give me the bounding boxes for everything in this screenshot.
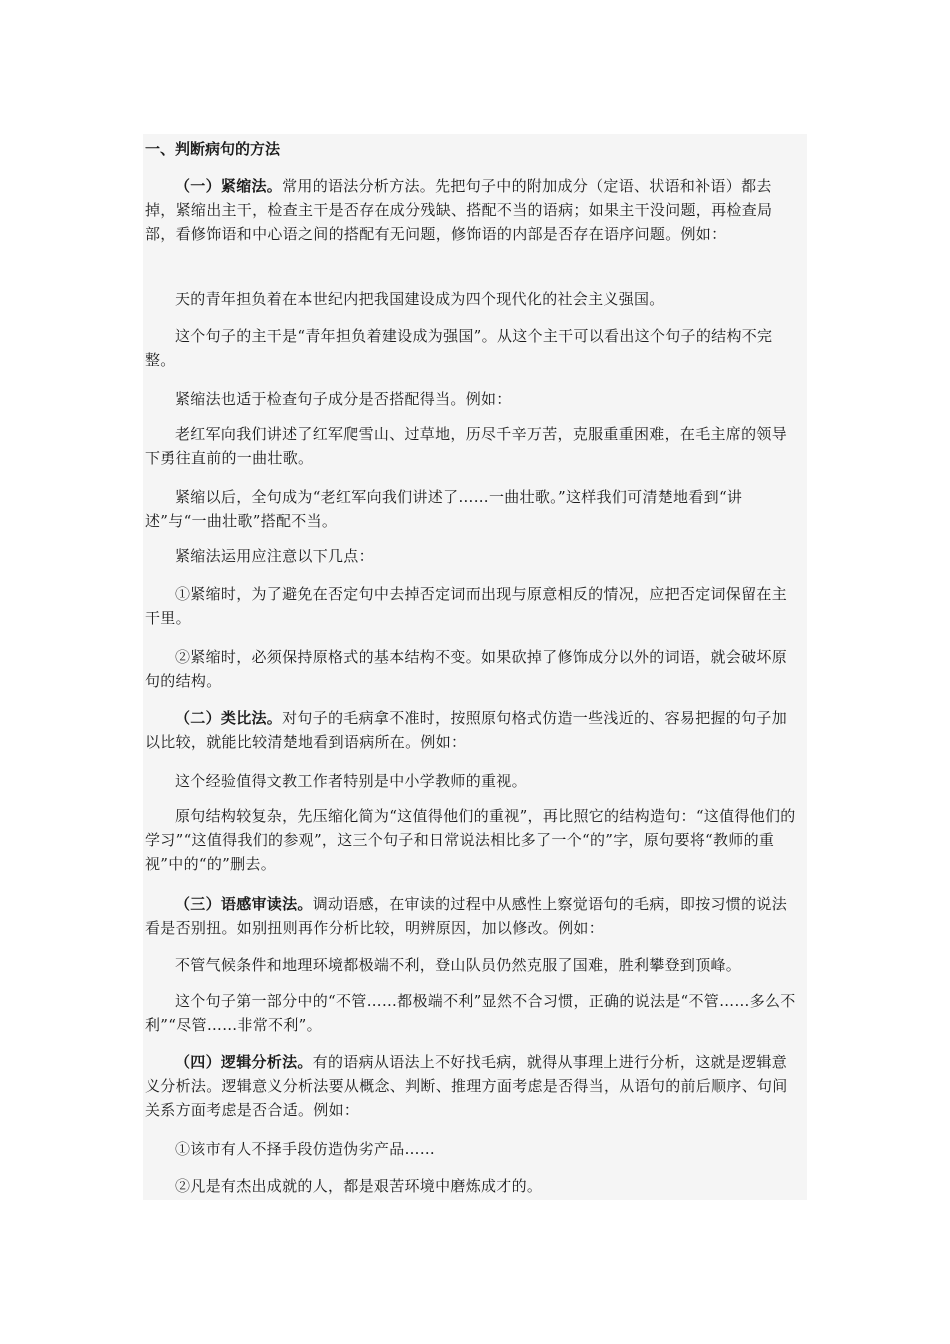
explanation-paragraph: 这个句子第一部分中的“不管……都极端不利”显然不合习惯，正确的说法是“不管……多么不利”“尽管……非常不利”。 <box>145 992 796 1034</box>
method-3-text: 调动语感，在审读的过程中从感性上察觉语句的毛病，即按习惯的说法看是否别扭。如别扭则再作分析比较，明辨原因，加以修改。例如： <box>145 895 788 937</box>
explanation-paragraph: 原句结构较复杂，先压缩化简为“这值得他们的重视”，再比照它的结构造句：“这值得他们的学习”“这值得我们的参观”，这三个句子和日常说法相比多了一个“的”字，原句要将“教师的重视”中的“的”删去。 <box>145 807 796 873</box>
document-body <box>143 134 807 1200</box>
method-4-text: 有的语病从语法上不好找毛病，就得从事理上进行分析，这就是逻辑意义分析法。逻辑意义分析法要从概念、判断、推理方面考虑是否得当，从语句的前后顺序、句间关系方面考虑是否合适。例如： <box>145 1053 788 1119</box>
method-1-paragraph <box>145 174 801 246</box>
method-3-title: （三）语感审读法。 <box>175 895 313 913</box>
note-paragraph: 紧缩法也适于检查句子成分是否搭配得当。例如： <box>175 390 512 408</box>
example-2-paragraph: ②凡是有杰出成就的人，都是艰苦环境中磨炼成才的。 <box>175 1177 543 1195</box>
point-2-paragraph: ②紧缩时，必须保持原格式的基本结构不变。如果砍掉了修饰成分以外的词语，就会破坏原句的结构。 <box>145 648 788 690</box>
method-4-title: （四）逻辑分析法。 <box>175 1053 313 1071</box>
example-paragraph: 天的青年担负着在本世纪内把我国建设成为四个现代化的社会主义强国。 <box>175 290 665 308</box>
explanation-paragraph: 紧缩以后，全句成为“老红军向我们讲述了……一曲壮歌。”这样我们可清楚地看到“讲述”与“一曲壮歌”搭配不当。 <box>145 488 743 530</box>
method-2-text: 对句子的毛病拿不准时，按照原句格式仿造一些浅近的、容易把握的句子加以比较，就能比较清楚地看到语病所在。例如： <box>145 709 788 751</box>
method-1-title: （一）紧缩法。 <box>175 177 283 195</box>
method-2-paragraph <box>145 706 801 754</box>
example-paragraph: 这个经验值得文教工作者特别是中小学教师的重视。 <box>175 772 527 790</box>
explanation-paragraph: 这个句子的主干是“青年担负着建设成为强国”。从这个主干可以看出这个句子的结构不完整。 <box>145 327 773 369</box>
example-1-paragraph: ①该市有人不择手段仿造伪劣产品…… <box>175 1140 436 1158</box>
note-paragraph: 紧缩法运用应注意以下几点： <box>175 547 374 565</box>
section-heading: 一、判断病句的方法 <box>145 140 281 158</box>
point-1-paragraph: ①紧缩时，为了避免在否定句中去掉否定词而出现与原意相反的情况，应把否定词保留在主干里。 <box>145 585 788 627</box>
example-paragraph: 老红军向我们讲述了红军爬雪山、过草地，历尽千辛万苦，克服重重困难，在毛主席的领导下勇往直前的一曲壮歌。 <box>145 425 788 467</box>
method-4-paragraph <box>145 1050 801 1122</box>
method-3-paragraph <box>145 892 801 940</box>
example-paragraph: 不管气候条件和地理环境都极端不利，登山队员仍然克服了国难，胜利攀登到顶峰。 <box>175 956 742 974</box>
method-1-text: 常用的语法分析方法。先把句子中的附加成分（定语、状语和补语）都去掉，紧缩出主干，检查主干是否存在成分残缺、搭配不当的语病；如果主干没问题，再检查局部，看修饰语和中心语之间的搭配有无问题，修饰语的内部是否存在语序问题。例如： <box>145 177 773 243</box>
method-2-title: （二）类比法。 <box>175 709 283 727</box>
